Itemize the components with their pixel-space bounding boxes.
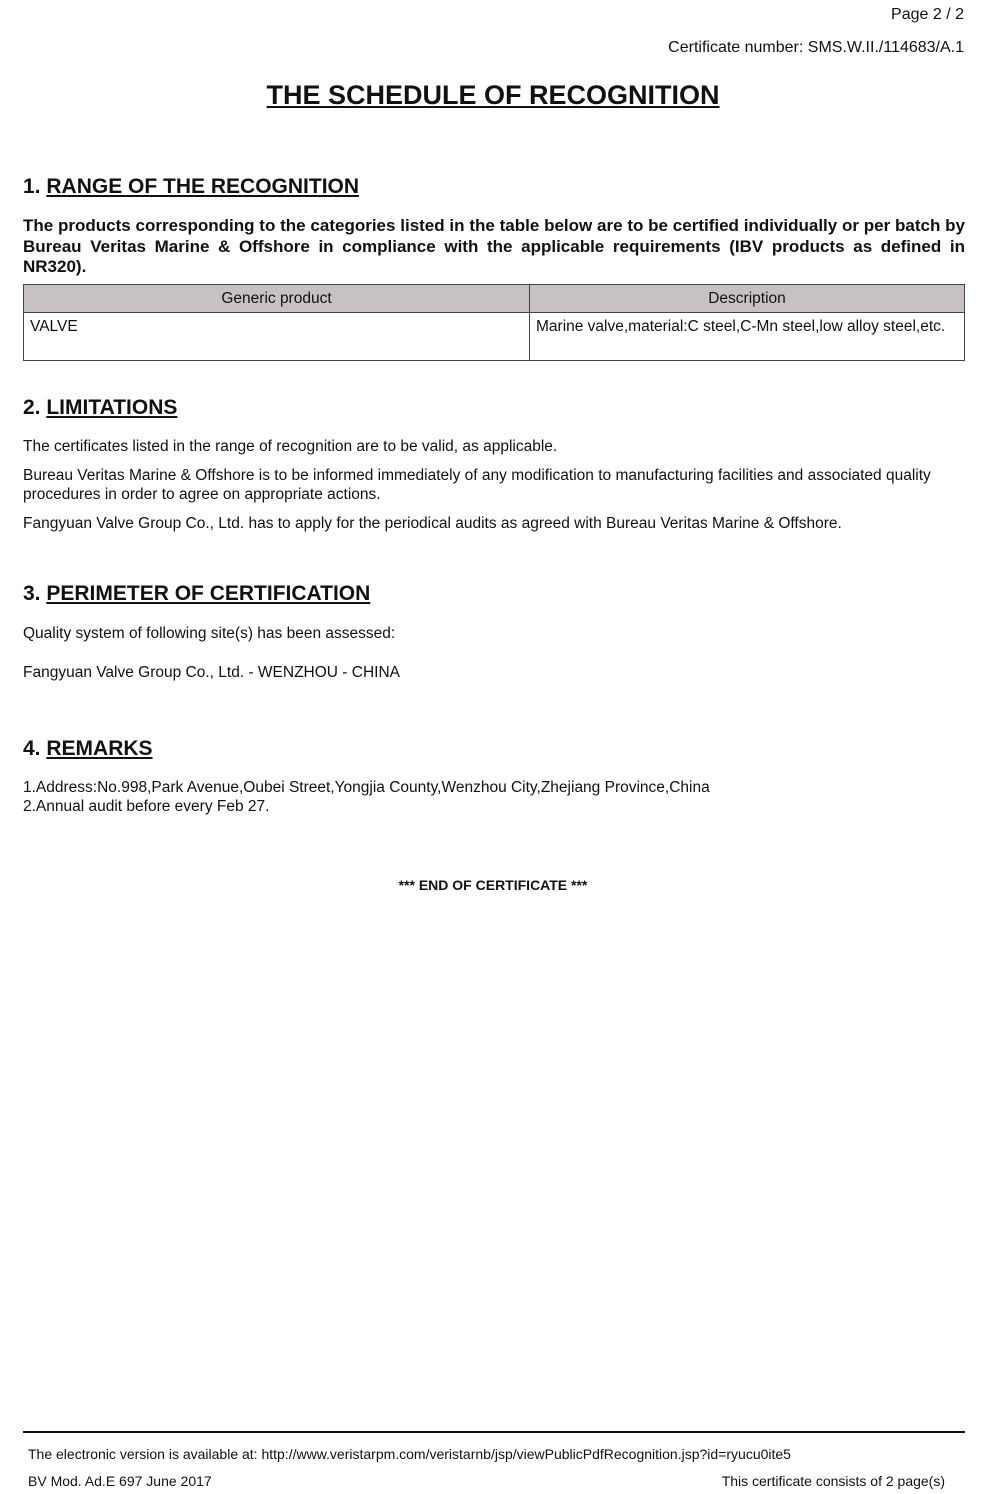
column-header: Generic product [24, 285, 530, 313]
column-header: Description [530, 285, 965, 313]
page-number: Page 2 / 2 [891, 6, 964, 23]
section-number: 2. [23, 396, 41, 419]
section-number: 4. [23, 737, 41, 760]
section-number: 1. [23, 175, 41, 198]
footer-electronic-version: The electronic version is available at: http://www.veristarpm.com/veristarnb/jsp/viewPublicPdfRecognition.jsp?id=ryucu0ite5 [28, 1446, 791, 1462]
document-title: THE SCHEDULE OF RECOGNITION [266, 80, 720, 110]
range-intro: The products corresponding to the categories listed in the table below are to be certified individually or per batch by Bureau Veritas Marine & Offshore in compliance with the applicable requirements (IBV products as defined in NR320). [23, 216, 965, 276]
remark-line: 1.Address:No.998,Park Avenue,Oubei Street,Yongjia County,Wenzhou City,Zhejiang Province,China [23, 779, 710, 796]
table-cell: VALVE [24, 313, 530, 361]
section-title: RANGE OF THE RECOGNITION [46, 175, 360, 198]
limitations-paragraph: Bureau Veritas Marine & Offshore is to be informed immediately of any modification to manufacturing facilities and associated quality procedures in order to agree on appropriate actions. [23, 467, 931, 503]
table-cell: Marine valve,material:C steel,C-Mn steel,low alloy steel,etc. [530, 313, 965, 361]
limitations-paragraph: Fangyuan Valve Group Co., Ltd. has to apply for the periodical audits as agreed with Bureau Veritas Marine & Offshore. [23, 515, 842, 532]
table-row [24, 313, 965, 361]
perimeter-site: Fangyuan Valve Group Co., Ltd. - WENZHOU - CHINA [23, 664, 400, 681]
footer-page-count: This certificate consists of 2 page(s) [721, 1473, 945, 1489]
remark-line: 2.Annual audit before every Feb 27. [23, 798, 270, 815]
section-heading-limitations [23, 396, 177, 420]
section-heading-perimeter [23, 582, 370, 606]
recognition-table [23, 284, 965, 361]
section-heading-range [23, 175, 359, 199]
perimeter-paragraph: Quality system of following site(s) has been assessed: [23, 625, 396, 642]
section-number: 3. [23, 582, 41, 605]
certificate-number: Certificate number: SMS.W.II./114683/A.1 [668, 39, 964, 56]
footer-form-reference: BV Mod. Ad.E 697 June 2017 [28, 1473, 212, 1489]
table-header-row [24, 285, 965, 313]
section-title: REMARKS [46, 737, 153, 760]
section-title: PERIMETER OF CERTIFICATION [46, 582, 371, 605]
limitations-paragraph: The certificates listed in the range of recognition are to be valid, as applicable. [23, 438, 558, 455]
section-heading-remarks [23, 737, 153, 761]
end-of-certificate: *** END OF CERTIFICATE *** [398, 877, 588, 893]
section-title: LIMITATIONS [46, 396, 178, 419]
footer-divider [23, 1431, 965, 1433]
